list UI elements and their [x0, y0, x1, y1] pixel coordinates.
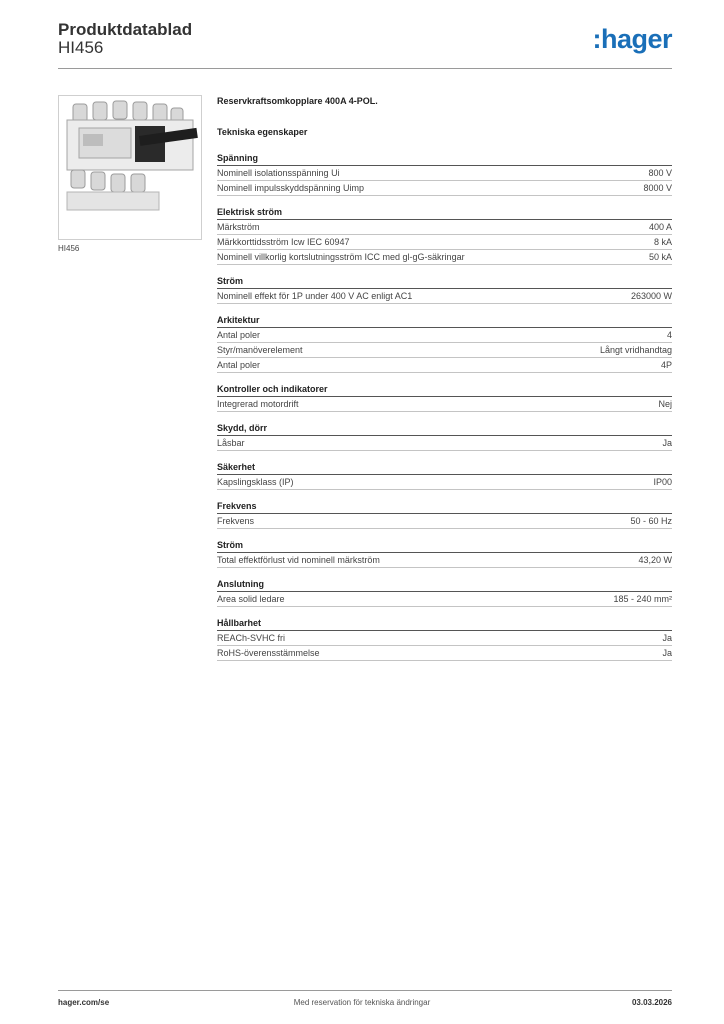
- hager-logo: :hager: [592, 24, 672, 54]
- section-title: Anslutning: [217, 578, 672, 592]
- spec-label: Total effektförlust vid nominell märkström: [217, 555, 380, 565]
- spec-label: Nominell impulsskyddspänning Uimp: [217, 183, 365, 193]
- spec-value: 8 kA: [653, 237, 672, 247]
- spec-row: [217, 646, 672, 661]
- spec-label: Låsbar: [217, 438, 245, 448]
- spec-label: Integrerad motordrift: [217, 399, 299, 409]
- spec-value: 43,20 W: [638, 555, 672, 565]
- spec-value: 8000 V: [643, 183, 672, 193]
- section-title: Ström: [217, 275, 672, 289]
- spec-section: [217, 383, 672, 412]
- footer-website: hager.com/se: [58, 998, 110, 1007]
- spec-label: Kapslingsklass (IP): [217, 477, 294, 487]
- section-title: Elektrisk ström: [217, 206, 672, 220]
- spec-value: 800 V: [648, 168, 672, 178]
- footer-date: 03.03.2026: [631, 998, 672, 1007]
- spec-value: 185 - 240 mm²: [613, 594, 672, 604]
- spec-value: 4P: [660, 360, 672, 370]
- spec-row: [217, 436, 672, 451]
- spec-value: 50 - 60 Hz: [630, 516, 672, 526]
- spec-label: Area solid ledare: [217, 594, 285, 604]
- spec-content: [217, 95, 672, 671]
- spec-section: [217, 617, 672, 661]
- spec-row: [217, 343, 672, 358]
- spec-label: Nominell villkorlig kortslutningsström ICC med gl-gG-säkringar: [217, 252, 465, 262]
- switch-disconnector-photo-icon: [59, 96, 201, 239]
- spec-label: Nominell effekt för 1P under 400 V AC enligt AC1: [217, 291, 413, 301]
- spec-row: [217, 592, 672, 607]
- spec-value: Ja: [662, 633, 672, 643]
- spec-row: [217, 220, 672, 235]
- section-title: Hållbarhet: [217, 617, 672, 631]
- spec-row: [217, 397, 672, 412]
- spec-value: 4: [666, 330, 672, 340]
- spec-section: [217, 461, 672, 490]
- spec-value: Ja: [662, 438, 672, 448]
- spec-value: Ja: [662, 648, 672, 658]
- spec-label: Märkström: [217, 222, 260, 232]
- specs-heading: Tekniska egenskaper: [217, 127, 308, 137]
- section-title: Skydd, dörr: [217, 422, 672, 436]
- spec-row: [217, 235, 672, 250]
- spec-section: [217, 539, 672, 568]
- spec-row: [217, 289, 672, 304]
- spec-row: [217, 358, 672, 373]
- section-title: Frekvens: [217, 500, 672, 514]
- image-caption: HI456: [58, 244, 80, 253]
- spec-value: IP00: [653, 477, 672, 487]
- spec-label: Frekvens: [217, 516, 255, 526]
- footer-note: Med reservation för tekniska ändringar: [293, 998, 431, 1007]
- spec-section: [217, 314, 672, 373]
- section-title: Ström: [217, 539, 672, 553]
- spec-row: [217, 166, 672, 181]
- spec-row: [217, 181, 672, 196]
- section-title: Spänning: [217, 152, 672, 166]
- spec-sections: [217, 152, 672, 661]
- section-title: Säkerhet: [217, 461, 672, 475]
- spec-label: REACh-SVHC fri: [217, 633, 286, 643]
- spec-label: RoHS-överensstämmelse: [217, 648, 320, 658]
- section-title: Arkitektur: [217, 314, 672, 328]
- spec-label: Styr/manöverelement: [217, 345, 303, 355]
- spec-value: Nej: [658, 399, 672, 409]
- spec-row: [217, 250, 672, 265]
- section-title: Kontroller och indikatorer: [217, 383, 672, 397]
- document-title: Produktdatablad: [58, 20, 193, 39]
- spec-section: [217, 500, 672, 529]
- spec-value: 400 A: [648, 222, 672, 232]
- spec-section: [217, 152, 672, 196]
- spec-label: Märkkorttidsström Icw IEC 60947: [217, 237, 350, 247]
- spec-row: [217, 475, 672, 490]
- product-title: Reservkraftsomkopplare 400A 4-POL.: [217, 96, 378, 106]
- footer-divider: [58, 990, 672, 991]
- spec-section: [217, 422, 672, 451]
- spec-row: [217, 631, 672, 646]
- spec-label: Antal poler: [217, 330, 261, 340]
- logo-text: hager: [600, 24, 672, 54]
- spec-section: [217, 206, 672, 265]
- product-image: [58, 95, 202, 240]
- spec-value: Långt vridhandtag: [599, 345, 672, 355]
- product-code: HI456: [58, 38, 104, 57]
- spec-row: [217, 328, 672, 343]
- spec-section: [217, 275, 672, 304]
- spec-row: [217, 553, 672, 568]
- spec-value: 50 kA: [648, 252, 672, 262]
- spec-value: 263000 W: [630, 291, 672, 301]
- spec-row: [217, 514, 672, 529]
- spec-label: Nominell isolationsspänning Ui: [217, 168, 340, 178]
- spec-label: Antal poler: [217, 360, 261, 370]
- spec-section: [217, 578, 672, 607]
- header-divider: [58, 68, 672, 69]
